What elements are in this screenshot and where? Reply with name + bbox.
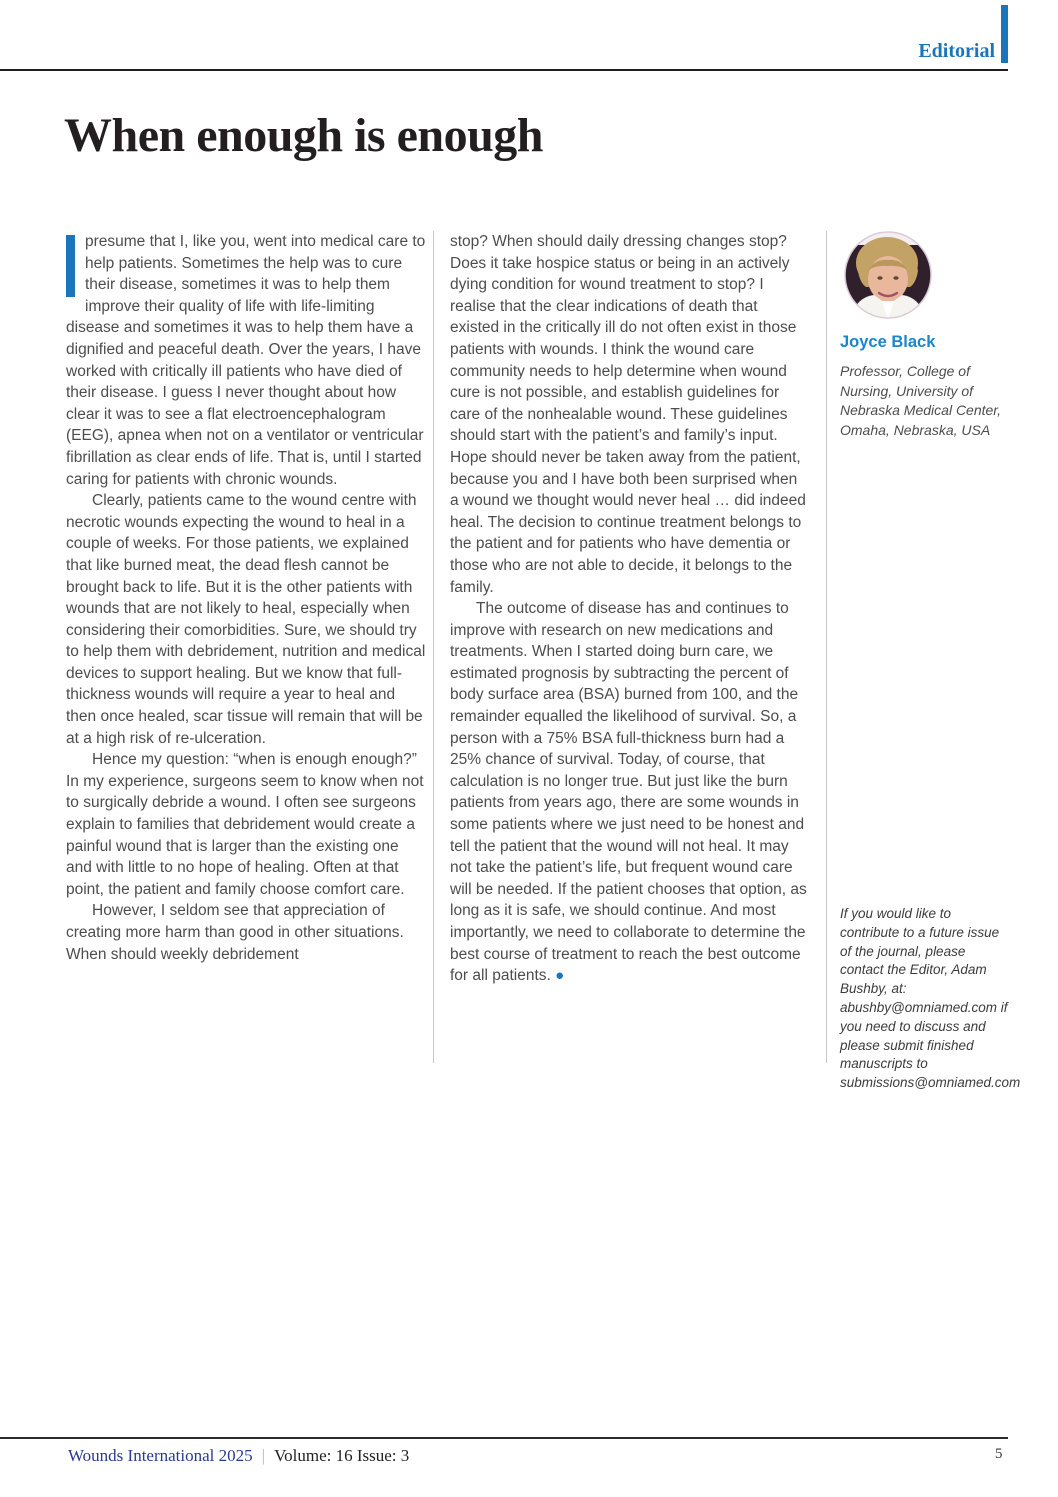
paragraph-5 (450, 598, 810, 987)
contribute-note: If you would like to contribute to a future issue of the journal, please contact the Editor, Adam Bushby, at: abushby@omniamed.com if you need to discuss and please submit finished manuscripts to submissions@omniamed.com (840, 906, 1021, 1091)
footer-volume-issue: Volume: 16 Issue: 3 (274, 1446, 410, 1465)
paragraph-4-continued: stop? When should daily dressing changes stop? Does it take hospice status or being in an actively dying condition for wound treatment to stop? I realise that the clear indications of death that existed in the critically ill do not often exist in those patients with wounds. I think the wound care community needs to help determine when wound cure is not possible, and establish guidelines for care of the nonhealable wound. These guidelines should start with the patient’s and family’s input. Hope should never be taken away from the patient, because you and I have both been surprised when a wound we thought would never heal … did indeed heal. The decision to continue treatment belongs to the patient and for patients who have dementia or those who are not able to decide, it belongs to the family. (450, 233, 806, 596)
author-portrait-photo (844, 231, 932, 319)
paragraph-1-text: presume that I, like you, went into medical care to help patients. Sometimes the help was to cure their disease, sometimes it was to help them improve their quality of life with life-limiting disease and sometimes it was to help them have a dignified and peaceful death. Over the years, I have worked with critically ill patients who have died of their disease. I guess I never thought about how clear it was to see a flat electroencephalogram (EEG), apnea when not on a ventilator or ventricular fibrillation as clear ends of life. That is, until I started caring for patients with chronic wounds. (66, 233, 426, 488)
page-title: When enough is enough (64, 109, 543, 162)
paragraph-2: Clearly, patients came to the wound centre with necrotic wounds expecting the wound to heal in a couple of weeks. For those patients, we explained that like burned meat, the dead flesh cannot be brought back to life. But it is the other patients with wounds that are not likely to heal, especially when considering their comorbidities. Sure, we should try to help them with debridement, nutrition and medical devices to support healing. But we know that full-thickness wounds will require a year to heal and then once healed, scar tissue will remain that will be at a high risk of re-ulceration. (66, 492, 426, 747)
paragraph-5-text: The outcome of disease has and continues to improve with research on new medications and treatments. When I started doing burn care, we estimated prognosis by subtracting the percent of body surface area (BSA) burned from 100, and the remainder equalled the likelihood of survival. So, a person with a 75% BSA full-thickness burn had a 25% chance of survival. Today, of course, that calculation is no longer true. But just like the burn patients from years ago, there are some wounds in some patients where we just need to be honest and tell the patient that the wound will not heal. It may not take the patient’s life, but frequent wound care will be needed. If the patient chooses that option, as long as it is safe, we should continue. And most importantly, we need to collaborate to determine the best course of treatment to reach the best outcome for all patients. (450, 600, 807, 985)
author-name: Joyce Black (840, 333, 936, 351)
author-affiliation: Professor, College of Nursing, University of Nebraska Medical Center, Omaha, Nebraska, USA (840, 363, 1002, 438)
footer-page-number: 5 (995, 1446, 1003, 1462)
column-divider-2 (826, 231, 827, 1063)
author-sidebar (840, 231, 1021, 1091)
header-accent-bar (1001, 5, 1008, 63)
section-label: Editorial (918, 40, 995, 62)
paragraph-4: However, I seldom see that appreciation of creating more harm than good in other situations. When should weekly debridement (66, 902, 404, 963)
text-column-2 (450, 231, 810, 1063)
end-of-article-bullet-icon: ● (555, 967, 565, 985)
avatar (844, 231, 932, 319)
paragraph-1 (66, 231, 426, 490)
column-divider-1 (433, 231, 434, 1063)
footer-journal-name: Wounds International 2025 (68, 1446, 253, 1465)
footer (68, 1446, 409, 1466)
footer-rule (0, 1437, 1008, 1439)
article-body (66, 231, 1021, 1091)
drop-cap-i (66, 235, 75, 297)
text-column-1 (66, 231, 426, 1063)
footer-separator: | (261, 1446, 266, 1465)
paragraph-3: Hence my question: “when is enough enough?” In my experience, surgeons seem to know when not to surgically debride a wound. I often see surgeons explain to families that debridement would create a painful wound that is larger than the existing one and with little to no hope of healing. Often at that point, the patient and family choose comfort care. (66, 751, 424, 898)
header-rule (0, 69, 1008, 71)
